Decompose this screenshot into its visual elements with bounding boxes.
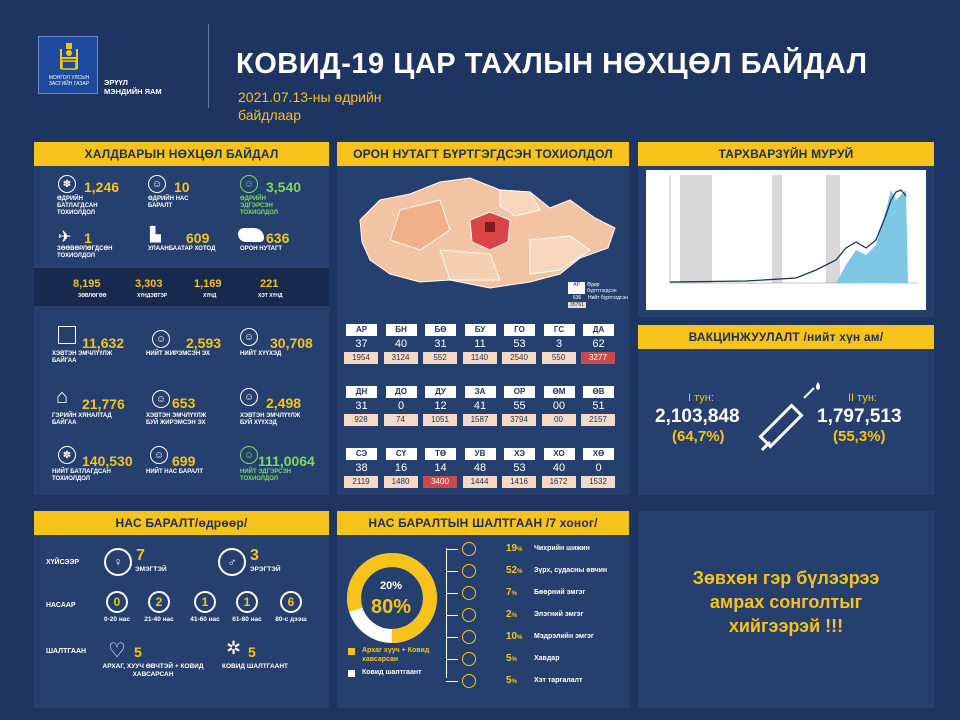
age-range-label: 21-40 нас xyxy=(144,616,174,623)
recovered-total-icon: ☺ xyxy=(240,446,258,464)
cause-name: Чихрийн шижин xyxy=(534,545,590,552)
imported-label: ЗӨӨВӨРЛӨГДСӨН ТОХИОЛДОЛ xyxy=(57,246,113,259)
cause-percent: 5% xyxy=(506,653,517,664)
aimag-daily: 0 xyxy=(397,400,405,412)
virus-icon: ✲ xyxy=(226,638,242,658)
causes-title: НАС БАРАЛТЫН ШАЛТГААН /7 хоног/ xyxy=(337,511,629,535)
aimag-code: ӨМ xyxy=(544,386,575,398)
legend-swatch-yellow xyxy=(348,648,355,655)
lungs-total-icon: ✽ xyxy=(58,446,76,464)
mongolia-map-icon xyxy=(238,228,264,242)
aimag-code: ХӨ xyxy=(583,448,614,460)
home-icon: ⌂ xyxy=(56,386,69,408)
aimag-code: ДУ xyxy=(425,386,456,398)
cause-connector-tick xyxy=(446,549,458,550)
cause-connector-tick xyxy=(446,659,458,660)
aimag-daily: 00 xyxy=(552,400,566,412)
imported-value: 1 xyxy=(84,230,92,246)
male-label: ЭРЭГТЭЙ xyxy=(250,566,281,573)
cause-name: Хавдар xyxy=(534,655,560,662)
trend-title: ТАРХВАРЗҮЙН МУРУЙ xyxy=(638,142,934,166)
aimag-code: БУ xyxy=(465,324,496,336)
cause-percent: 7% xyxy=(506,587,517,598)
aimag-code: УВ xyxy=(465,448,496,460)
cause-percent: 5% xyxy=(506,675,517,686)
disease-icon xyxy=(462,608,476,622)
daily-recovered-label: ӨДРИЙН ЭДГЭРСЭН ТОХИОЛДОЛ xyxy=(240,196,278,216)
donut-inner-pct: 20% xyxy=(380,580,403,592)
disease-icon xyxy=(462,652,476,666)
recovered-icon: ☺ xyxy=(240,175,258,193)
aimag-code: ХЭ xyxy=(504,448,535,460)
female-value: 7 xyxy=(136,547,145,564)
percent-sign: % xyxy=(517,547,523,553)
ub-value: 609 xyxy=(186,230,210,246)
aimag-daily: 55 xyxy=(513,400,526,412)
age-row-label: НАСААР xyxy=(46,602,76,609)
aimag-daily: 31 xyxy=(355,400,368,412)
percent-sign: % xyxy=(511,679,517,685)
aimag-daily: 14 xyxy=(434,462,447,474)
vaccine-title: ВАКЦИНЖУУЛАЛТ /нийт хүн ам/ xyxy=(638,325,934,349)
hospital-value: 11,632 xyxy=(82,335,125,351)
rural-label: ОРОН НУТАГТ xyxy=(240,246,283,252)
total-recovered-value: 111,0064 xyxy=(258,453,315,469)
aimag-code: ДА xyxy=(583,324,614,336)
age-count-circle: 1 xyxy=(236,591,258,613)
aimag-total: 2157 xyxy=(581,414,615,426)
disease-icon xyxy=(462,564,476,578)
total-deaths-value: 699 xyxy=(172,453,196,469)
legend-total-label: Нийт бүртгэгдсэн xyxy=(588,295,628,301)
pregnant-value: 2,593 xyxy=(186,335,222,351)
aimag-total: 1480 xyxy=(384,476,418,488)
age-range-label: 61-80 нас xyxy=(232,616,262,623)
aimag-total: 1954 xyxy=(344,352,378,364)
aimag-code: АР xyxy=(346,324,377,336)
total-deaths-label: НИЙТ НАС БАРАЛТ xyxy=(146,469,203,475)
severity-mild-label: ЗӨВЛӨГӨӨ xyxy=(78,293,107,299)
severity-moderate-label: ХҮНДЭВТЭР xyxy=(137,293,168,299)
legend-daily-value: 636 xyxy=(572,295,582,301)
ub-label: УЛААНБААТАР ХОТОД xyxy=(148,246,216,252)
aimag-daily: 0 xyxy=(595,462,602,474)
age-range-label: 0-20 нас xyxy=(104,616,130,623)
baby-icon: ☺ xyxy=(240,328,258,346)
age-count-circle: 1 xyxy=(194,591,216,613)
legend-daily-label: Өдөр бүрттгэгдсэн xyxy=(587,282,617,294)
cause2-value: 5 xyxy=(248,644,256,660)
disease-icon xyxy=(462,586,476,600)
daily-recovered-value: 3,540 xyxy=(266,179,302,195)
dose2-percent: (55,3%) xyxy=(833,428,886,445)
severity-mild-value: 8,195 xyxy=(73,278,101,290)
aimag-daily: 40 xyxy=(394,338,408,350)
cause-connector-tick xyxy=(446,637,458,638)
age-count-circle: 2 xyxy=(148,591,170,613)
city-icon: ▙ xyxy=(150,226,161,242)
age-range-label: 41-60 нас xyxy=(190,616,220,623)
hospital-label: ХЭВТЭН ЭМЧЛҮҮЛЖ БАЙГАА xyxy=(52,351,113,364)
total-confirmed-label: НИЙТ БАТЛАГДСАН ТОХИОЛДОЛ xyxy=(52,469,111,482)
hospital-icon xyxy=(58,326,76,344)
person-icon: ☺ xyxy=(148,175,166,193)
epidemic-curve-chart xyxy=(646,170,926,310)
preg-hosp-value: 653 xyxy=(172,395,196,411)
dose2-value: 1,797,513 xyxy=(817,406,902,427)
aimag-total: 1672 xyxy=(542,476,576,488)
child-hosp-label: ХЭВТЭН ЭМЧЛҮҮЛЖ БУЙ ХҮҮХЭД xyxy=(240,413,301,426)
aimag-daily: 40 xyxy=(552,462,566,474)
page-title: КОВИД-19 ЦАР ТАХЛЫН НӨХЦӨЛ БАЙДАЛ xyxy=(236,48,868,80)
aimag-total: 2540 xyxy=(502,352,536,364)
child-hosp-value: 2,498 xyxy=(266,395,302,411)
mongolia-map xyxy=(340,170,628,300)
preg-hosp-label: ХЭВТЭН ЭМЧЛҮҮЛЖ БУЙ ЖИРЭМСЭН ЭХ xyxy=(146,413,207,426)
cause-name: Хэт таргалалт xyxy=(534,677,583,684)
daily-confirmed-label: ӨДРИЙН БАТЛАГДСАН ТОХИОЛДОЛ xyxy=(57,196,98,216)
aimag-code: ӨВ xyxy=(583,386,614,398)
aimag-total: 1416 xyxy=(502,476,536,488)
cause-percent: 2% xyxy=(506,609,517,620)
female-label: ЭМЭГТЭЙ xyxy=(135,566,167,573)
children-label: НИЙТ ХҮҮХЭД xyxy=(240,351,282,357)
aimag-total: 1532 xyxy=(581,476,615,488)
cause2-label: КОВИД ШАЛТГААНТ xyxy=(222,663,288,670)
home-label: ГЭРИЙН ХЯНАЛТАД БАЙГАА xyxy=(52,413,112,426)
aimag-daily: 31 xyxy=(434,338,447,350)
aimag-total: 552 xyxy=(423,352,457,364)
age-range-label: 80-с дээш xyxy=(275,616,307,623)
cause-name: Бөөрний эмгэг xyxy=(534,589,586,596)
severity-severe-value: 1,169 xyxy=(194,278,222,290)
cause-name: Мэдрэлийн эмгэг xyxy=(534,633,594,640)
aimag-daily: 41 xyxy=(473,400,487,412)
aimag-code: ХО xyxy=(544,448,575,460)
aimag-code: БӨ xyxy=(425,324,456,336)
syringe-icon xyxy=(752,380,822,460)
aimag-code: ДН xyxy=(346,386,377,398)
aimag-daily: 12 xyxy=(434,400,447,412)
aimag-total: 3277 xyxy=(581,352,615,364)
dose1-percent: (64,7%) xyxy=(672,428,725,445)
disease-icon xyxy=(462,630,476,644)
cause-connector-tick xyxy=(446,681,458,682)
cause-percent: 19% xyxy=(506,543,523,554)
logo xyxy=(38,36,98,94)
aimag-code: БН xyxy=(386,324,417,336)
aimag-total: 3400 xyxy=(423,476,457,488)
disease-icon xyxy=(462,674,476,688)
aimag-total: 1140 xyxy=(463,352,497,364)
severity-critical-label: ХЭТ ХҮНД xyxy=(258,293,283,299)
aimag-total: 928 xyxy=(344,414,378,426)
daily-deaths-label: ӨДРИЙН НАС БАРАЛТ xyxy=(148,196,189,209)
legend-covid: Ковид шалтгаант xyxy=(362,669,422,676)
aimag-daily: 53 xyxy=(513,338,526,350)
aimag-total: 74 xyxy=(384,414,418,426)
infection-title: ХАЛДВАРЫН НӨХЦӨЛ БАЙДАЛ xyxy=(34,142,329,166)
legend-code: АР xyxy=(568,282,585,294)
legend-total-value: 35761 xyxy=(568,302,586,308)
age-count-circle: 0 xyxy=(106,591,128,613)
aimag-total: 1587 xyxy=(463,414,497,426)
aimag-daily: 16 xyxy=(394,462,408,474)
aimag-daily: 53 xyxy=(513,462,526,474)
stay-home-message: Зөвхөн гэр бүлээрээ амрах сонголтыг хийгээрэй !!! xyxy=(692,568,880,636)
male-value: 3 xyxy=(250,547,259,564)
aimag-total: 1444 xyxy=(463,476,497,488)
percent-sign: % xyxy=(517,569,523,575)
heart-icon: ♡ xyxy=(108,640,126,662)
gender-row-label: ХҮЙСЭЭР xyxy=(46,559,80,566)
cause1-value: 5 xyxy=(134,644,142,660)
daily-deaths-title: НАС БАРАЛТ/өдрөөр/ xyxy=(34,511,329,535)
aimag-daily: 3 xyxy=(555,338,563,350)
aimag-code: ГО xyxy=(504,324,535,336)
severity-critical-value: 221 xyxy=(260,278,279,290)
header-divider xyxy=(208,24,209,108)
age-count-circle: 6 xyxy=(280,591,302,613)
aimag-daily: 37 xyxy=(355,338,368,350)
cause-percent: 10% xyxy=(506,631,523,642)
percent-sign: % xyxy=(511,657,517,663)
cause-name: Элэгний эмгэг xyxy=(534,611,584,618)
dose1-label: I тун: xyxy=(688,392,714,404)
cause-connector-tick xyxy=(446,571,458,572)
aimag-code: ТӨ xyxy=(425,448,456,460)
plane-icon: ✈ xyxy=(58,229,72,246)
legend-chronic: Архаг хууч + Ковид хавсарсан xyxy=(362,647,430,663)
soyombo-icon xyxy=(60,41,78,71)
aimag-code: ДО xyxy=(386,386,417,398)
female-icon: ♀ xyxy=(104,548,132,576)
aimag-total: 2119 xyxy=(344,476,378,488)
pregnant-hosp-icon: ☺ xyxy=(152,390,170,408)
cause-row-label: ШАЛТГААН xyxy=(46,648,87,655)
total-recovered-label: НИЙТ ЭДГЭРСЭН ТОХИОЛДОЛ xyxy=(240,469,292,482)
aimag-code: СЭ xyxy=(346,448,377,460)
aimag-total: 3124 xyxy=(384,352,418,364)
org-name: МОНГОЛ УЛСЫН ЗАСГИЙН ГАЗАР xyxy=(48,75,90,87)
daily-confirmed-value: 1,246 xyxy=(84,179,120,195)
map-title: ОРОН НУТАГТ БҮРТГЭГДСЭН ТОХИОЛДОЛ xyxy=(337,142,629,166)
percent-sign: % xyxy=(511,591,517,597)
aimag-code: ЗА xyxy=(465,386,496,398)
cause-percent: 52% xyxy=(506,565,523,576)
rural-value: 636 xyxy=(266,230,290,246)
daily-deaths-value: 10 xyxy=(174,179,190,195)
home-value: 21,776 xyxy=(82,396,125,412)
pregnant-label: НИЙТ ЖИРЭМСЭН ЭХ xyxy=(146,351,210,357)
pregnant-icon: ☺ xyxy=(152,330,170,348)
cause1-label: АРХАГ, ХУУЧ ӨВЧТЭЙ + КОВИД ХАВСАРСАН xyxy=(102,663,204,678)
aimag-total: 1051 xyxy=(423,414,457,426)
dose1-value: 2,103,848 xyxy=(655,406,740,427)
death-total-icon: ☺ xyxy=(150,446,168,464)
cause-name: Зүрх, судасны өвчин xyxy=(534,567,608,574)
aimag-daily: 51 xyxy=(592,400,605,412)
aimag-code: ОР xyxy=(504,386,535,398)
total-confirmed-value: 140,530 xyxy=(82,453,133,469)
report-date: 2021.07.13-ны өдрийн байдлаар xyxy=(238,89,382,123)
aimag-daily: 62 xyxy=(592,338,605,350)
disease-icon xyxy=(462,542,476,556)
dose2-label: II тун: xyxy=(848,392,877,404)
aimag-code: ГС xyxy=(544,324,575,336)
legend-swatch-white xyxy=(348,670,355,677)
percent-sign: % xyxy=(517,635,523,641)
child-hosp-icon: ☺ xyxy=(240,388,258,406)
percent-sign: % xyxy=(511,613,517,619)
cause-connector-tick xyxy=(446,593,458,594)
aimag-daily: 38 xyxy=(355,462,368,474)
aimag-total: 550 xyxy=(542,352,576,364)
severity-moderate-value: 3,303 xyxy=(135,278,163,290)
aimag-total: 3794 xyxy=(502,414,536,426)
aimag-code: СҮ xyxy=(386,448,417,460)
children-value: 30,708 xyxy=(270,335,313,351)
map-legend xyxy=(568,282,628,308)
donut-outer-pct: 80% xyxy=(371,596,412,618)
lungs-icon: ✽ xyxy=(58,175,76,193)
aimag-total: 00 xyxy=(542,414,576,426)
ministry-name: ЭРҮҮЛ МЭНДИЙН ЯАМ xyxy=(104,78,162,96)
aimag-daily: 11 xyxy=(474,338,486,350)
cause-connector-tick xyxy=(446,615,458,616)
severity-severe-label: ХҮНД xyxy=(203,293,217,299)
male-icon: ♂ xyxy=(218,548,246,576)
aimag-daily: 48 xyxy=(473,462,487,474)
